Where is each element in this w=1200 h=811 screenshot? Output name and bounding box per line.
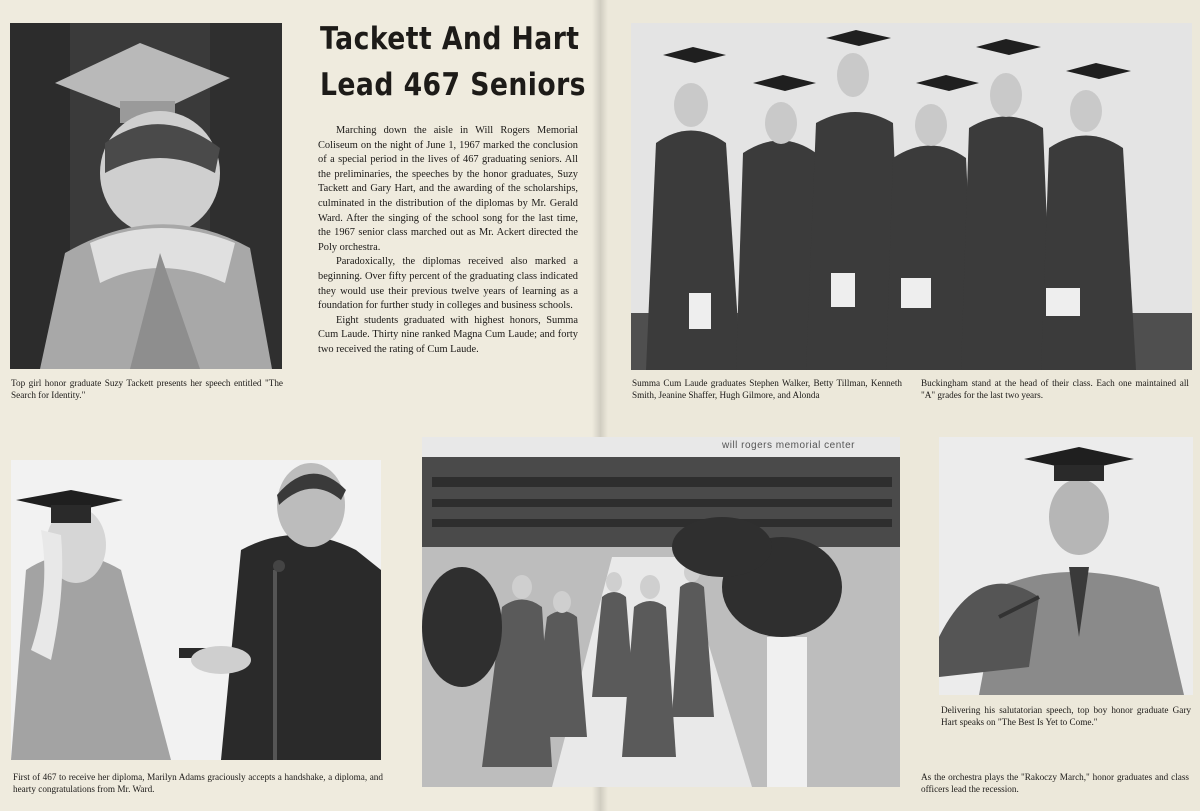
recession-sign-text: will rogers memorial center (722, 440, 855, 451)
headline-line-1: Tackett And Hart (320, 21, 580, 57)
article-paragraph: Paradoxically, the diplomas received also marked a beginning. Over fifty percent of the graduating class indicated they would use their previous twelve years of learning as a foundation for further study in colleges and business schools. (318, 256, 578, 312)
caption-summa-left: Summa Cum Laude graduates Stephen Walker, Betty Tillman, Kenneth Smith, Jeanine Shaffer, Hugh Gilmore, and Alonda (632, 378, 902, 401)
caption-marilyn-adams: First of 467 to receive her diploma, Marilyn Adams graciously accepts a handshake, a diploma, and hearty congratulations from Mr. Ward. (13, 772, 383, 795)
caption-summa-right: Buckingham stand at the head of their class. Each one maintained all "A" grades for the last two years. (921, 378, 1189, 401)
photo-summa-cum-laude-graduates (631, 23, 1192, 370)
article-paragraph: Marching down the aisle in Will Rogers Memorial Coliseum on the night of June 1, 1967 marked the conclusion of a special period in the lives of 467 graduating seniors. All the preliminaries, the speeches by the honor graduates, Suzy Tackett and Gary Hart, and the awarding of the scholarships, culminated in the distribution of the diplomas by Mr. Gerald Ward. After the singing of the school song for the last time, the 1967 senior class marched out as Mr. Ackert directed the Poly orchestra. (318, 125, 578, 253)
photo-gary-hart-speech (939, 437, 1193, 695)
photo-marilyn-adams-diploma (11, 460, 381, 760)
caption-suzy-tackett: Top girl honor graduate Suzy Tackett presents her speech entitled "The Search for Identity." (11, 378, 283, 401)
page-headline (320, 16, 586, 108)
photo-suzy-tackett-speech (10, 23, 282, 369)
caption-gary-hart: Delivering his salutatorian speech, top boy honor graduate Gary Hart speaks on "The Best Is Yet to Come." (941, 705, 1191, 728)
headline-line-2: Lead 467 Seniors (320, 67, 586, 103)
photo-recession (422, 437, 900, 787)
caption-recession: As the orchestra plays the "Rakoczy March," honor graduates and class officers lead the recession. (921, 772, 1189, 795)
article-paragraph: Eight students graduated with highest honors, Summa Cum Laude. Thirty nine ranked Magna Cum Laude; and forty two received the rating of Cum Laude. (318, 314, 578, 355)
article-body (318, 124, 578, 358)
